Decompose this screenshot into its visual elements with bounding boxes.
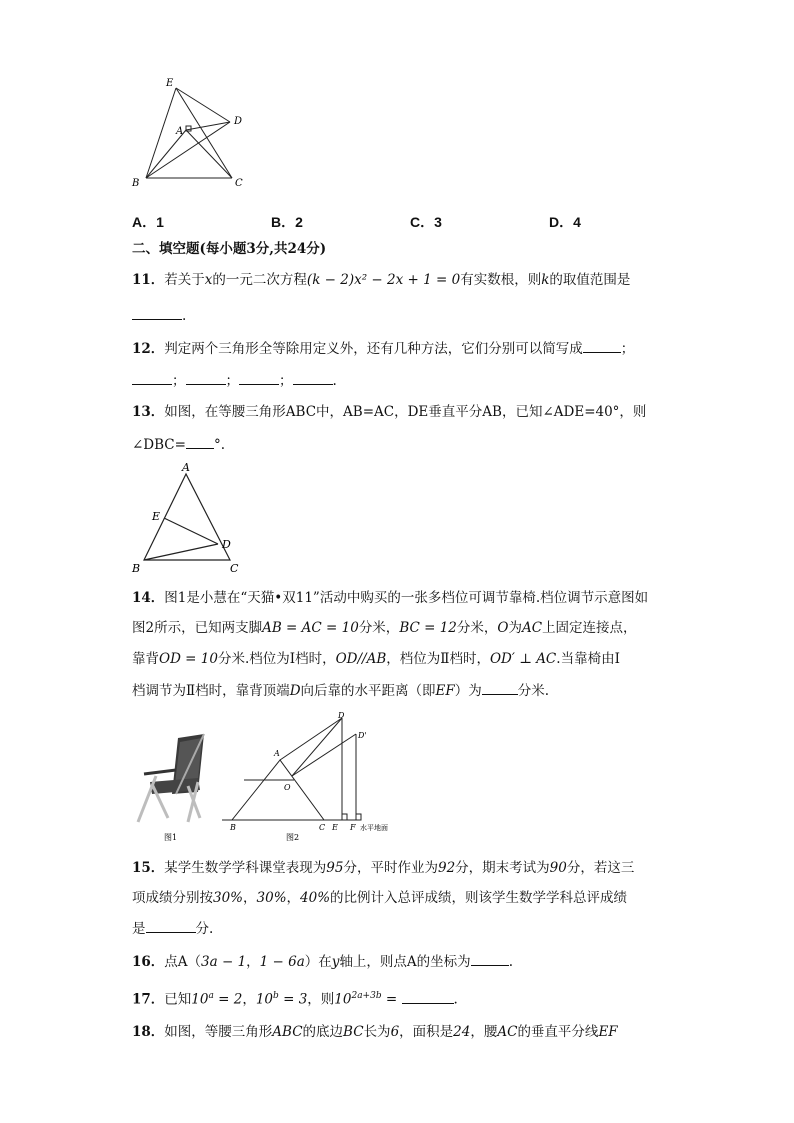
q11-var-k: k — [541, 272, 550, 288]
q12-sep: ； — [225, 373, 239, 389]
q14-text: 档调节为Ⅱ档时，靠背顶端 — [132, 683, 290, 699]
answer-blank — [471, 951, 509, 966]
q17-sep: ， — [242, 991, 256, 1008]
q14-text: ，档位为Ⅱ档时， — [386, 651, 490, 667]
label-C: C — [319, 823, 326, 832]
label-F: F — [350, 823, 356, 832]
q15-text: 分，平时作业为 — [343, 860, 438, 876]
option-d: D．4 — [549, 214, 581, 230]
answer-blank — [132, 370, 172, 385]
q11-var-x: x — [204, 272, 213, 288]
question-number: 15． — [132, 860, 165, 876]
question-number: 11． — [132, 272, 165, 288]
q17-text: 已知 — [164, 991, 192, 1008]
answer-blank — [146, 918, 196, 933]
question-number: 16． — [132, 954, 165, 970]
chair-photo — [138, 734, 204, 822]
answer-blank — [482, 680, 518, 695]
question-number: 18． — [132, 1024, 165, 1040]
q12-sep: ； — [279, 373, 293, 389]
question-15-line1 — [132, 858, 634, 878]
q18-text: 的底边 — [302, 1024, 344, 1040]
q15-percent: 30% — [213, 890, 244, 906]
question-number: 12． — [132, 341, 165, 357]
label-B: B — [132, 178, 140, 189]
q14-math: OD = 10 — [159, 651, 218, 667]
q14-text-1: 图1是小慧在“天猫•双11”活动中购买的一张多档位可调节靠椅.档位调节示意图如 — [164, 590, 649, 606]
q15-value: 92 — [437, 860, 456, 876]
question-number: 13． — [132, 404, 165, 420]
question-13-line2 — [132, 434, 225, 455]
question-14-line1 — [132, 588, 648, 608]
question-number: 17． — [132, 991, 165, 1008]
ground-label: 水平地面 — [360, 824, 388, 832]
q17-exponent: 2a+3b — [351, 991, 382, 1001]
option-a: A．1 — [132, 214, 164, 230]
figure-isosceles-triangle — [128, 458, 248, 578]
q11-text-d: 的取值范围是 — [549, 272, 631, 288]
q14-math: D — [289, 683, 301, 699]
q16-sep: ， — [246, 954, 260, 970]
figure-triangles-eadbc — [128, 74, 258, 192]
q15-percent: 30% — [256, 890, 287, 906]
q15-sep: ， — [286, 890, 301, 906]
q15-text: 项成绩分别按 — [132, 890, 213, 906]
q17-base: 10 — [334, 991, 352, 1008]
question-14-line2 — [132, 618, 637, 638]
q18-text: 如图，等腰三角形 — [164, 1024, 273, 1040]
caption-figure-2: 图2 — [286, 833, 300, 842]
q16-text: 轴上，则点A的坐标为 — [339, 954, 471, 970]
answer-blank — [132, 305, 182, 320]
q15-text: 分. — [195, 921, 214, 937]
label-O: O — [284, 783, 291, 792]
q14-text: 分米.档位为Ⅰ档时， — [217, 651, 336, 667]
q17-value: = 3 — [278, 991, 308, 1008]
q12-period: . — [332, 373, 337, 389]
q11-text-c: 有实数根，则 — [460, 272, 542, 288]
q13-text-b: ∠DBC= — [132, 437, 186, 453]
question-18 — [132, 1022, 618, 1042]
q14-math: OD//AB — [335, 651, 387, 667]
q11-equation: (k − 2)x² − 2x + 1 = 0 — [306, 272, 461, 288]
label-B: B — [230, 823, 236, 832]
q18-text: ，腰 — [470, 1024, 498, 1040]
q17-base: 10 — [255, 991, 274, 1008]
q14-text: 分米， — [456, 620, 498, 636]
q14-text: 向后靠的水平距离（即 — [300, 683, 436, 699]
q14-text: ）为 — [454, 683, 482, 699]
q14-text: 为 — [508, 620, 522, 636]
label-C: C — [235, 178, 243, 189]
answer-blank — [293, 370, 333, 385]
question-17 — [132, 986, 458, 1010]
answer-blank — [402, 989, 454, 1004]
answer-blank — [186, 370, 226, 385]
caption-figure-1: 图1 — [164, 833, 178, 842]
q14-text: 靠背 — [132, 651, 159, 667]
question-12-line1 — [132, 338, 634, 359]
q13-text: 如图，在等腰三角形ABC中，AB=AC，DE垂直平分AB，已知∠ADE=40°，则 — [164, 404, 647, 420]
q16-period: . — [508, 954, 513, 970]
q18-text: 的垂直平分线 — [517, 1024, 599, 1040]
section-heading: 二、填空题(每小题3分,共24分) — [132, 241, 327, 257]
label-A: A — [274, 749, 280, 758]
q12-sep: ； — [620, 341, 635, 357]
q18-text: ，面积是 — [399, 1024, 454, 1040]
q15-text: 是 — [132, 921, 146, 937]
q16-text: ）在 — [304, 954, 332, 970]
q14-math: O — [497, 620, 509, 636]
q14-text: 图2所示，已知两支脚 — [132, 620, 263, 636]
q14-math: EF — [435, 683, 455, 699]
q15-sep: ， — [243, 890, 257, 906]
q17-period: . — [453, 991, 458, 1008]
answer-blank — [239, 370, 279, 385]
q14-text: .当靠椅由Ⅰ — [556, 651, 620, 667]
q18-math: ABC — [272, 1024, 303, 1040]
q15-percent: 40% — [300, 890, 331, 906]
q15-value: 95 — [326, 860, 344, 876]
question-number: 14． — [132, 590, 165, 606]
q11-text-b: 的一元二次方程 — [212, 272, 307, 288]
question-15-line3 — [132, 918, 213, 939]
q14-math: AB = AC = 10 — [262, 620, 359, 636]
q14-text: 分米， — [358, 620, 400, 636]
question-11-line2 — [132, 305, 186, 326]
label-D: D — [338, 712, 345, 720]
q18-math: 6 — [390, 1024, 400, 1040]
q17-equals: = — [381, 991, 402, 1008]
label-E: E — [166, 78, 174, 89]
q14-math: AC — [521, 620, 543, 636]
answer-blank — [583, 338, 621, 353]
q16-math: 3a − 1 — [201, 954, 247, 970]
question-13-line1 — [132, 402, 646, 422]
question-12-line2 — [132, 370, 337, 391]
q14-math: BC = 12 — [399, 620, 457, 636]
q14-text: 分米. — [517, 683, 550, 699]
question-15-line2 — [132, 888, 627, 908]
q11-text-a: 若关于 — [164, 272, 205, 288]
q11-period: . — [182, 308, 187, 324]
q17-base: 10 — [191, 991, 209, 1008]
label-A: A — [182, 461, 190, 474]
q15-text: 分，期末考试为 — [455, 860, 550, 876]
question-14-line3 — [132, 649, 620, 669]
q17-exponent: a — [208, 991, 214, 1001]
label-E: E — [152, 510, 161, 523]
label-B: B — [132, 562, 141, 575]
q14-text: 上固定连接点， — [542, 620, 637, 636]
question-14-line4 — [132, 680, 549, 701]
label-D: D — [222, 538, 231, 551]
label-A: A — [176, 126, 184, 137]
question-11-line1 — [132, 270, 630, 290]
q14-math: OD′ ⊥ AC — [489, 651, 557, 667]
q16-text: 点A（ — [164, 954, 202, 970]
q15-text: 的比例计入总评成绩，则该学生数学学科总评成绩 — [330, 890, 628, 906]
q17-value: = 2 — [213, 991, 243, 1008]
q18-math: AC — [497, 1024, 518, 1040]
q18-math: 24 — [453, 1024, 471, 1040]
q18-math: EF — [598, 1024, 618, 1040]
option-c: C．3 — [410, 214, 442, 230]
q16-math: 1 − 6a — [259, 954, 305, 970]
question-16 — [132, 951, 513, 972]
q18-math: BC — [343, 1024, 364, 1040]
option-b: B．2 — [271, 214, 303, 230]
q12-text: 判定两个三角形全等除用定义外，还有几种方法，它们分别可以简写成 — [164, 341, 583, 357]
answer-blank — [186, 434, 214, 449]
label-C: C — [230, 562, 239, 575]
q17-text: ，则 — [307, 991, 335, 1008]
label-E: E — [332, 823, 338, 832]
label-D-prime: D' — [358, 731, 367, 740]
q17-exponent: b — [273, 991, 279, 1001]
q13-text-c: °. — [213, 437, 225, 453]
figure-chair — [128, 712, 398, 844]
q12-sep: ； — [172, 373, 186, 389]
label-D: D — [234, 116, 243, 127]
q18-text: 长为 — [363, 1024, 391, 1040]
q15-text: 分，若这三 — [566, 860, 635, 876]
q15-text: 某学生数学学科课堂表现为 — [164, 860, 327, 876]
q15-value: 90 — [549, 860, 567, 876]
q16-var-y: y — [331, 954, 340, 970]
